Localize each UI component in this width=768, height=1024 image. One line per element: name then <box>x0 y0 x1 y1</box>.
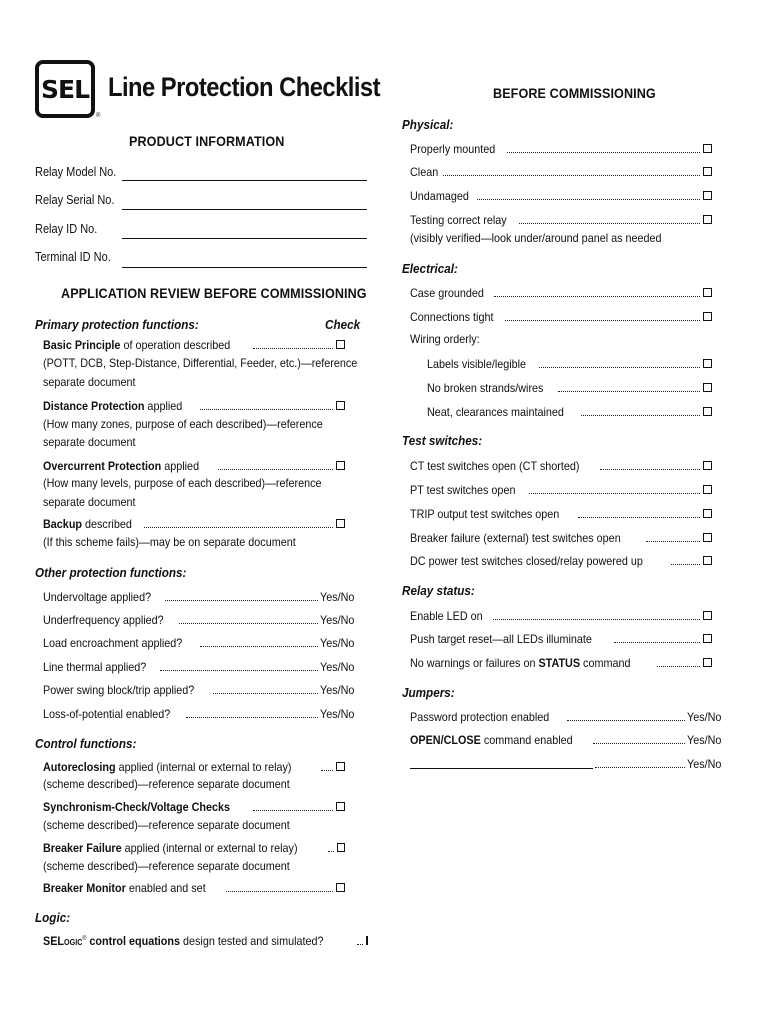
no-broken-strands-row[interactable]: No broken strands/wires <box>427 379 712 395</box>
power-swing-row[interactable]: Power swing block/trip applied? Yes/No <box>43 683 355 697</box>
note-text: separate document <box>43 375 136 389</box>
checkbox[interactable] <box>703 556 712 565</box>
checkbox[interactable] <box>703 407 712 416</box>
note-text: (How many levels, purpose of each described)—reference <box>43 476 322 490</box>
checkbox[interactable] <box>703 533 712 542</box>
jumpers-heading: Jumpers: <box>402 685 455 700</box>
connections-tight-row[interactable]: Connections tight <box>410 308 712 324</box>
relay-serial-field[interactable] <box>122 209 367 210</box>
checkbox[interactable] <box>337 843 345 852</box>
checkbox[interactable] <box>336 883 345 892</box>
custom-jumper-row[interactable]: Yes/No <box>410 755 725 771</box>
logic-heading: Logic: <box>35 910 71 925</box>
relay-model-label: Relay Model No. <box>35 165 117 179</box>
note-text: (How many zones, purpose of each described)—reference <box>43 417 323 431</box>
case-grounded-row[interactable]: Case grounded <box>410 284 712 300</box>
labels-visible-row[interactable]: Labels visible/legible <box>427 355 712 371</box>
properly-mounted-row[interactable]: Properly mounted <box>410 140 712 156</box>
pt-test-switches-row[interactable]: PT test switches open <box>410 481 712 497</box>
checkbox[interactable] <box>703 359 712 368</box>
undervoltage-row[interactable]: Undervoltage applied? Yes/No <box>43 590 355 604</box>
physical-heading: Physical: <box>402 117 454 132</box>
primary-functions-heading: Primary protection functions: <box>35 317 199 332</box>
distance-protection-row[interactable]: Distance Protection applied <box>43 397 345 413</box>
check-column-heading: Check <box>325 317 361 332</box>
checkbox[interactable] <box>703 144 712 153</box>
note-text: (POTT, DCB, Step-Distance, Differential, Feeder, etc.)—reference <box>43 356 358 370</box>
autoreclosing-row[interactable]: Autoreclosing applied (internal or external to relay) <box>43 758 345 774</box>
neat-clearances-row[interactable]: Neat, clearances maintained <box>427 403 712 419</box>
registered-mark: ® <box>96 113 101 119</box>
basic-principle-row[interactable]: Basic Principle of operation described <box>43 336 345 352</box>
enable-led-row[interactable]: Enable LED on <box>410 607 712 623</box>
testing-correct-relay-row[interactable]: Testing correct relay <box>410 211 712 227</box>
checkbox[interactable] <box>336 802 345 811</box>
checkbox[interactable] <box>703 288 712 297</box>
note-text: (scheme described)—reference separate document <box>43 777 290 791</box>
product-information-heading: PRODUCT INFORMATION <box>129 133 285 149</box>
backup-row[interactable]: Backup described <box>43 515 345 531</box>
other-functions-heading: Other protection functions: <box>35 565 187 580</box>
synchronism-check-row[interactable]: Synchronism-Check/Voltage Checks <box>43 798 345 814</box>
relay-serial-label: Relay Serial No. <box>35 193 115 207</box>
custom-jumper-field[interactable] <box>410 768 593 769</box>
checkbox[interactable] <box>703 461 712 470</box>
breaker-failure-switches-row[interactable]: Breaker failure (external) test switches open <box>410 529 712 545</box>
terminal-id-field[interactable] <box>122 267 367 268</box>
checkbox[interactable] <box>336 401 345 410</box>
checkbox[interactable] <box>366 936 368 945</box>
note-text: (If this scheme fails)—may be on separate document <box>43 535 296 549</box>
checkbox[interactable] <box>703 658 712 667</box>
wiring-orderly-label: Wiring orderly: <box>410 332 480 346</box>
trip-output-switches-row[interactable]: TRIP output test switches open <box>410 505 712 521</box>
relay-id-label: Relay ID No. <box>35 222 98 236</box>
ct-test-switches-row[interactable]: CT test switches open (CT shorted) <box>410 457 712 473</box>
test-switches-heading: Test switches: <box>402 433 483 448</box>
underfrequency-row[interactable]: Underfrequency applied? Yes/No <box>43 613 355 627</box>
breaker-failure-row[interactable]: Breaker Failure applied (internal or external to relay) <box>43 839 345 855</box>
note-text: separate document <box>43 495 136 509</box>
checkbox[interactable] <box>336 340 345 349</box>
dc-power-switches-row[interactable]: DC power test switches closed/relay powered up <box>410 552 712 568</box>
line-thermal-row[interactable]: Line thermal applied? Yes/No <box>43 660 355 674</box>
clean-row[interactable]: Clean <box>410 163 712 179</box>
note-text: separate document <box>43 435 136 449</box>
undamaged-row[interactable]: Undamaged <box>410 187 712 203</box>
sel-logo: SEL <box>35 60 95 118</box>
checkbox[interactable] <box>703 167 712 176</box>
loss-of-potential-row[interactable]: Loss-of-potential enabled? Yes/No <box>43 707 355 721</box>
control-functions-heading: Control functions: <box>35 736 137 751</box>
push-target-reset-row[interactable]: Push target reset—all LEDs illuminate <box>410 630 712 646</box>
checkbox[interactable] <box>703 485 712 494</box>
checkbox[interactable] <box>703 215 712 224</box>
checkbox[interactable] <box>336 461 345 470</box>
relay-id-field[interactable] <box>122 238 367 239</box>
note-text: (scheme described)—reference separate document <box>43 818 290 832</box>
checkbox[interactable] <box>703 509 712 518</box>
terminal-id-label: Terminal ID No. <box>35 250 111 264</box>
open-close-command-row[interactable]: OPEN/CLOSE command enabled Yes/No <box>410 733 722 747</box>
checkbox[interactable] <box>703 611 712 620</box>
note-text: (scheme described)—reference separate document <box>43 859 290 873</box>
selogic-row[interactable]: SELOGIC® control equations design tested and simulated? <box>43 932 345 948</box>
before-commissioning-heading: BEFORE COMMISSIONING <box>493 85 656 101</box>
load-encroachment-row[interactable]: Load encroachment applied? Yes/No <box>43 636 355 650</box>
electrical-heading: Electrical: <box>402 261 458 276</box>
checkbox[interactable] <box>703 634 712 643</box>
checkbox[interactable] <box>703 191 712 200</box>
checkbox[interactable] <box>703 312 712 321</box>
checkbox[interactable] <box>703 383 712 392</box>
breaker-monitor-row[interactable]: Breaker Monitor enabled and set <box>43 879 345 895</box>
page-title: Line Protection Checklist <box>108 72 380 102</box>
relay-model-field[interactable] <box>122 180 367 181</box>
application-review-heading: APPLICATION REVIEW BEFORE COMMISSIONING <box>61 285 367 301</box>
password-protection-row[interactable]: Password protection enabled Yes/No <box>410 710 722 724</box>
relay-status-heading: Relay status: <box>402 583 475 598</box>
overcurrent-protection-row[interactable]: Overcurrent Protection applied <box>43 457 345 473</box>
note-text: (visibly verified—look under/around panel as needed <box>410 231 662 245</box>
checkbox[interactable] <box>336 519 345 528</box>
checkbox[interactable] <box>336 762 345 771</box>
no-warnings-row[interactable]: No warnings or failures on STATUS command <box>410 654 712 670</box>
